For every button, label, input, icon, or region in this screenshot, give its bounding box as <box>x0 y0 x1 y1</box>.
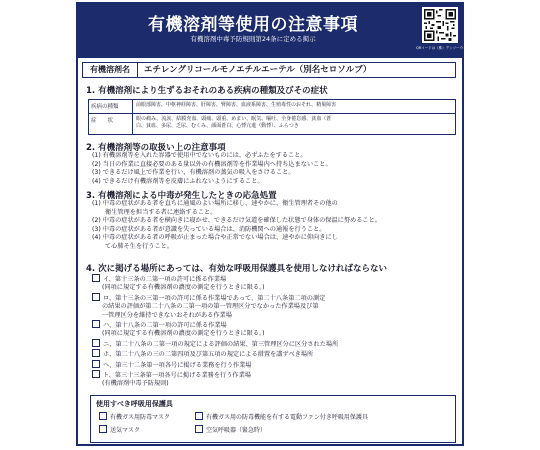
respirator-option-label: 空気呼吸器（緊急時） <box>206 427 267 434</box>
checkbox[interactable] <box>92 360 100 368</box>
place-item-label: ロ、第十三条の三第一項の許可に係る作業場であって、第二十八条第二項の測定 <box>103 294 326 302</box>
list-item: (1) 中毒の症状がある者を直ちに通風のよい場所に移し、速やかに、衛生管理者その他の <box>92 200 338 207</box>
regulation-note-text: (有機溶剤中毒予防規則) <box>102 380 169 388</box>
place-item[interactable] <box>92 349 456 359</box>
list-item: (1) 有機溶剤等を入れた容器で使用中でないものには、必ずふたをすること。 <box>92 152 307 159</box>
place-item-label: イ、第十三条の二第一項の許可に係る作業場 <box>103 276 227 283</box>
disease-type-head: 疾病の種類 <box>89 100 133 113</box>
solvent-name-row <box>82 62 456 78</box>
disease-type-row <box>89 100 455 114</box>
place-item[interactable] <box>92 320 456 330</box>
place-note <box>92 284 456 292</box>
symptom-row <box>89 114 455 135</box>
respirator-box <box>90 395 456 443</box>
list-item: (2) 中毒の症状がある者を横向きに寝かせ、できるだけ気道を確保した状態で身体の保温に努めること。 <box>92 217 381 225</box>
list-item: (2) 当日の作業に直接必要のある量以外の有機溶剤等を作業場内へ持ち込まないこと。 <box>92 160 332 168</box>
list-item: (3) 中毒の症状がある者が意識を失っている場合は、消防機関への通報を行うこと。 <box>92 225 326 233</box>
respirator-option[interactable] <box>99 425 140 434</box>
section-4-title: 4. 次に掲げる場所にあっては、有効な呼吸用保護具を使用しなければならない <box>86 264 388 274</box>
respirator-title: 使用すべき呼吸用保護具 <box>96 400 173 408</box>
place-note-text: 一管理区分を維持できないおそれがある作業場 <box>102 311 232 319</box>
checkbox[interactable] <box>92 370 100 378</box>
list-item: て心肺そ生を行うこと。 <box>105 242 174 250</box>
checkbox[interactable] <box>92 339 100 347</box>
section-3-title: 3. 有機溶剤による中毒が発生したときの応急処置 <box>86 191 277 201</box>
checkbox[interactable] <box>195 412 203 420</box>
place-item-label: ト、第三十三条第一項各号に掲げる業務を行う作業場 <box>103 372 251 380</box>
respirator-option-label: 有機ガス用防毒マスク <box>110 414 171 421</box>
checkbox[interactable] <box>92 320 100 328</box>
section-4-list <box>92 274 456 389</box>
symptom-line: 眼の痛み、流涙、結膜充血、頭痛、頭重、めまい、眠気、嘔吐、全身倦怠感、貧血（蒼 <box>136 116 332 122</box>
place-item[interactable] <box>92 370 456 380</box>
checkbox[interactable] <box>92 349 100 357</box>
solvent-name: エチレングリコールモノエチルエーテル（別名セロソルブ） <box>144 65 372 75</box>
respirator-option[interactable] <box>99 412 170 421</box>
place-item[interactable] <box>92 339 456 349</box>
place-item-label: ヘ、第三十二条第一項各号に掲げる業務を行う作業場 <box>103 361 252 369</box>
list-item: 衛生管理を担当する者に連絡すること。 <box>105 208 217 216</box>
checkbox[interactable] <box>92 274 100 282</box>
regulation-note <box>92 380 456 388</box>
symptom-body <box>133 114 455 135</box>
checkbox[interactable] <box>92 293 100 301</box>
page-title: 有機溶剤等使用の注意事項 <box>148 15 358 35</box>
section-1-title: 1. 有機溶剤により生ずるおそれのある疾病の種類及びその症状 <box>86 86 328 96</box>
respirator-option[interactable] <box>195 425 266 434</box>
place-item-label: ニ、第二十八条の二第一項の規定による評価の結果、第三管理区分に区分された場所 <box>103 340 339 348</box>
list-item: (3) できるだけ風上で作業を行い、有機溶剤の蒸気の吸入をさけること。 <box>92 169 295 177</box>
place-note-text: (同項に規定する有機溶剤の濃度の測定を行うときに限る。) <box>102 284 265 292</box>
respirator-option[interactable] <box>195 412 368 421</box>
qr-code-icon <box>422 7 458 43</box>
checkbox[interactable] <box>99 412 107 420</box>
qr-caption: QRコードは（株）デンソーウェーブの登録商標です <box>416 46 498 50</box>
checkbox[interactable] <box>195 425 203 433</box>
place-item[interactable] <box>92 293 456 303</box>
page-subtitle: 有機溶剤中毒予防規則第24条に定める掲示 <box>190 35 316 43</box>
respirator-option-label: 有機ガス用の防毒機能を有する電動ファン付き呼吸用保護具 <box>206 414 368 421</box>
header-banner <box>78 4 498 58</box>
place-note-text: (同項に規定する有機溶剤の濃度の測定を行うときに限る。) <box>102 330 265 338</box>
place-item-label: ホ、第二十八条の三の二第四項及び第五項の規定による措置を講ずべき場所 <box>103 351 314 359</box>
place-note <box>92 330 456 338</box>
checkbox[interactable] <box>99 425 107 433</box>
disease-type-body: 前眼部障害、中枢神経障害、肝障害、腎障害、血液系障害、生殖毒性のおそれ、精巣障害 <box>136 102 337 108</box>
list-item: (4) 中毒の症状がある者の呼吸が止まった場合や正常でない場合は、速やかに仰向きにし <box>92 234 338 242</box>
section-2-list <box>92 152 456 186</box>
place-note <box>92 312 456 320</box>
place-item[interactable] <box>92 274 456 284</box>
symptom-line: 白、貧血、多尿、乏尿、むくみ、顔面蒼白、心悸亢進（動悸）、ふらつき <box>136 123 299 129</box>
respirator-option-label: 送気マスク <box>110 427 141 434</box>
section-3-list <box>92 200 456 252</box>
section-2-title: 2. 有機溶剤等の取扱い上の注意事項 <box>86 143 226 153</box>
symptom-head: 症 状 <box>89 114 133 135</box>
notice-board <box>76 2 498 446</box>
disease-table <box>88 99 456 135</box>
place-item-label: ハ、第十八条の二第一項の許可に係る作業場 <box>103 322 227 330</box>
list-item: (4) できるだけ有機溶剤等を皮膚にふれないようにすること。 <box>92 177 264 185</box>
solvent-label: 有機溶剤名 <box>83 63 138 77</box>
place-note <box>92 303 456 311</box>
place-item[interactable] <box>92 360 456 370</box>
place-note-text: の結果の評価が第二十八条の二第一項の第一管理区分でなかった作業場及び第 <box>102 303 319 311</box>
